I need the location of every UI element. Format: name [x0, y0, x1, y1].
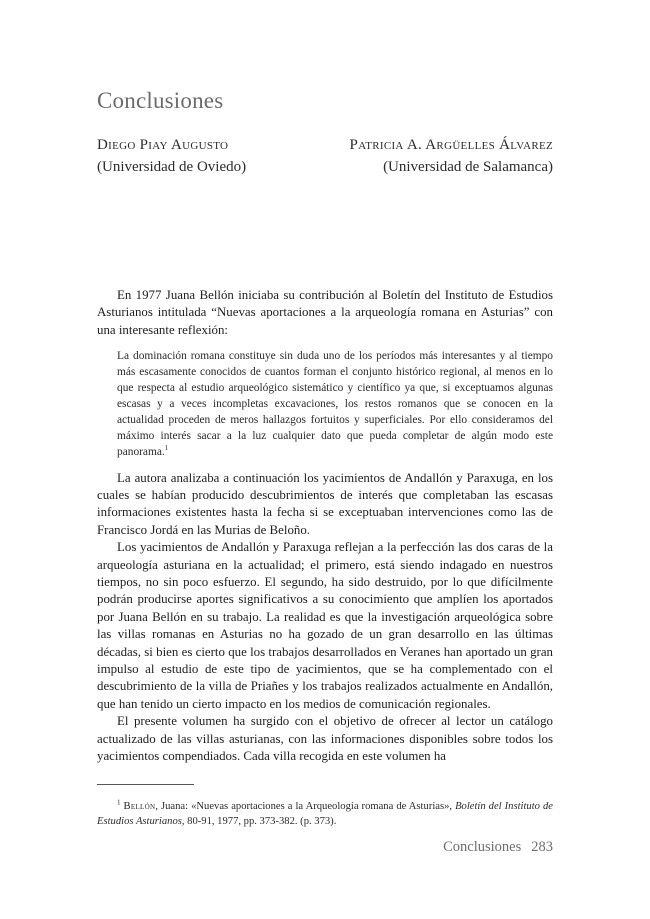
author-2: [350, 134, 553, 178]
footnote-mark: 1: [117, 798, 121, 807]
footnote: [97, 799, 553, 829]
body-text: [97, 287, 553, 765]
author-1-name: Diego Piay Augusto: [97, 137, 229, 153]
author-1: [97, 134, 246, 178]
intro-paragraph: En 1977 Juana Bellón iniciaba su contribución al Boletín del Instituto de Estudios Asturianos intitulada “Nuevas aportaciones a la arqueología romana en Asturias” con una interesante reflexión:: [97, 288, 553, 337]
running-footer: [443, 839, 553, 856]
footnote-ref[interactable]: 1: [164, 443, 169, 452]
author-2-affiliation: (Universidad de Salamanca): [383, 159, 553, 175]
author-2-name: Patricia A. Argüelles Álvarez: [349, 137, 553, 153]
block-quote-text: La dominación romana constituye sin duda uno de los períodos más interesantes y al tiempo más escasamente conocidos de cuantos forman el conjunto histórico regional, al menos en lo que respecta al estudio arqueológico sistemático y científico ya que, si exceptuamos algunas escasas y a veces incompletas excavaciones, los restos romanos que se conocen en la actualidad proceden de meros hallazgos fortuitos y superficiales. Por ello consideramos del máximo interés sacar a la luz cualquier dato que pueda completar de algún modo este panorama.: [117, 350, 553, 458]
paragraph-1: La autora analizaba a continuación los yacimientos de Andallón y Paraxuga, en los cuales se habían producido descubrimientos de interés que completaban las escasas informaciones existentes hasta la fecha si se exceptuaban intervenciones como las de Francisco Jordá en las Murias de Beloño.: [97, 470, 553, 537]
paragraph-3: El presente volumen ha surgido con el objetivo de ofrecer al lector un catálogo actualizado de las villas asturianas, con las informaciones disponibles sobre todos los yacimientos compendiados. Cada villa recogida en este volumen ha: [97, 714, 553, 764]
chapter-title: Conclusiones: [97, 88, 224, 113]
running-footer-label: Conclusiones: [443, 839, 522, 855]
footnote-author: Bellón: [123, 801, 156, 812]
footnote-text-pre: , Juana: «Nuevas aportaciones a la Arqueología romana de Asturias»,: [155, 801, 456, 812]
footnote-journal: Boletín del Instituto de Estudios Asturianos: [97, 801, 553, 827]
footnote-text-post: , 80-91, 1977, pp. 373-382. (p. 373).: [181, 816, 337, 827]
block-quote: [117, 349, 553, 460]
page-number: 283: [531, 839, 553, 855]
paragraph-2: Los yacimientos de Andallón y Paraxuga reflejan a la perfección las dos caras de la arqueología asturiana en la actualidad; el primero, está siendo indagado en nuestros tiempos, no sin poco esfuerzo. El segundo, ha sido destruido, por lo que difícilmente podrán producirse aportes significativos a su conocimiento que amplíen los aportados por Juana Bellón en su trabajo. La realidad es que la investigación arqueológica sobre las villas romanas en Asturias no ha gozado de un gran desarrollo en las últimas décadas, si bien es cierto que los trabajos desarrollados en Veranes han aportado un gran impulso al estudio de este tipo de yacimientos, que se ha complementado con el descubrimiento de la villa de Priañes y los trabajos realizados actualmente en Andallón, que han tenido un cierto impacto en los medios de comunicación regionales.: [97, 540, 553, 711]
author-1-affiliation: (Universidad de Oviedo): [97, 159, 247, 175]
footnote-separator: [97, 784, 194, 785]
